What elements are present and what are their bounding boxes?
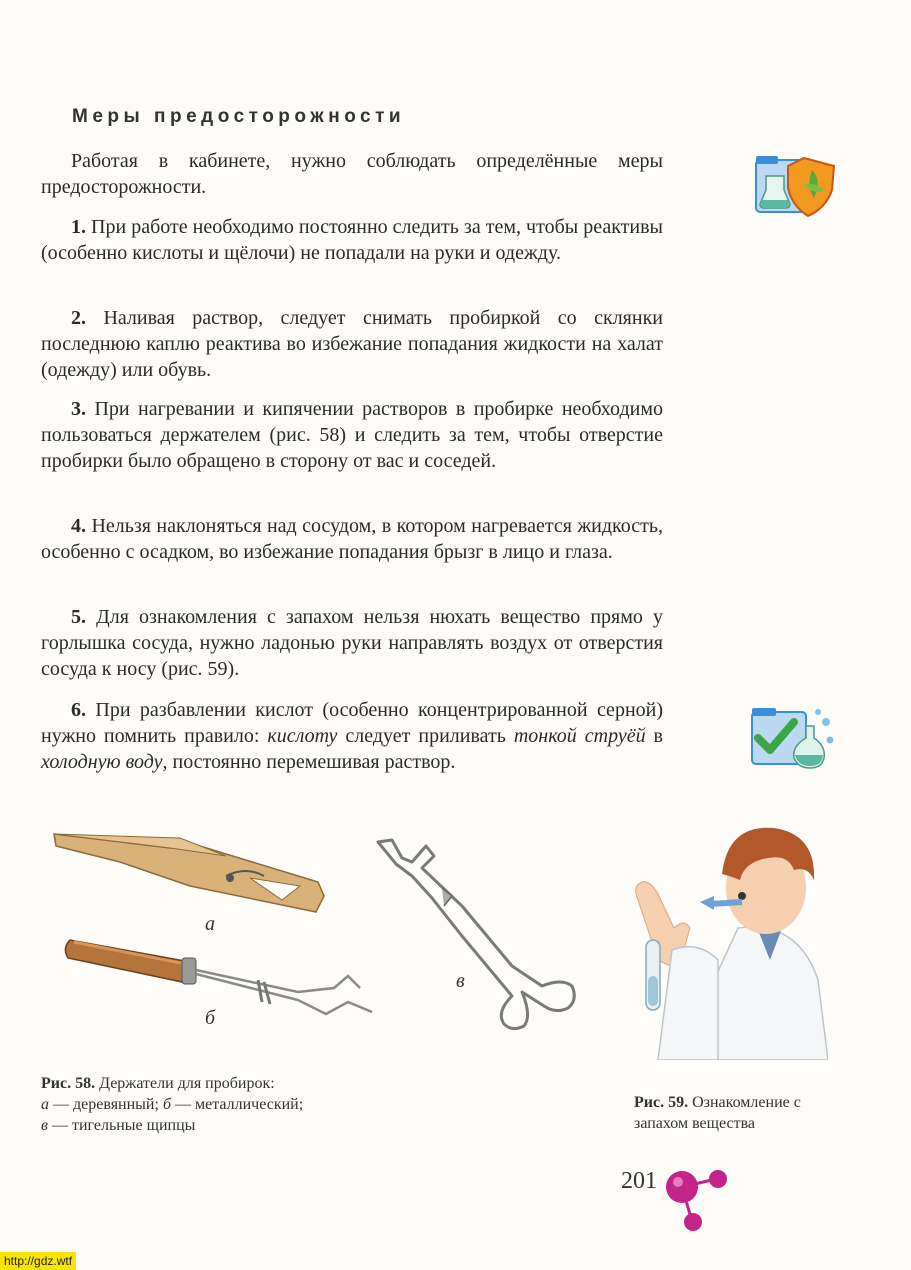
rule-text-part: следует приливать (337, 725, 514, 747)
rule-text: Для ознакомления с запахом нельзя нюхать вещество прямо у горлышка сосуда, нужно ладонью руки направлять воздух от отверстия сосуда к носу (рис. 59). (41, 606, 663, 680)
rule-emphasis: кислоту (267, 725, 338, 747)
rule-text: При нагревании и кипячении растворов в пробирке необходимо пользоваться держателем (рис. 58) и следить за тем, чтобы отверстие пробирки было обращено в сторону от вас и соседей. (41, 398, 664, 472)
molecule-icon (656, 1165, 736, 1237)
rule-4 (41, 513, 663, 565)
caption-label: Рис. 59. (634, 1094, 689, 1111)
rule-number: 4. (71, 515, 86, 537)
section-heading: Меры предосторожности (72, 106, 406, 127)
figure-label-b: б (205, 1007, 216, 1029)
rule-text: При работе необходимо постоянно следить за тем, чтобы реактивы (особенно кислоты и щёлочи) не попадали на руки и одежду. (41, 216, 663, 264)
metal-test-tube-holder (58, 918, 378, 1038)
rule-number: 5. (71, 606, 86, 628)
rule-text: Нельзя наклоняться над сосудом, в котором нагревается жидкость, особенно с осадком, во избежание попадания брызг в лицо и глаза. (41, 515, 663, 563)
caption-label: Рис. 58. (41, 1075, 96, 1092)
rule-text-part: , постоянно перемешивая раствор. (162, 751, 456, 773)
rule-emphasis: тонкой струёй (513, 725, 646, 747)
rule-3 (41, 396, 663, 474)
rule-text: Наливая раствор, следует снимать пробиркой со склянки последнюю каплю реактива во избежание попадания жидкости на халат (одежду) или обувь. (41, 307, 664, 381)
rule-text-part: При разбавлении кислот (особенно концентрированной серной) нужно помнить правило: (41, 699, 664, 747)
boy-smelling-substance (618, 810, 828, 1060)
figure-59-caption (634, 1092, 854, 1134)
rule-6 (41, 697, 663, 775)
caption-letter: в (41, 1117, 48, 1134)
figure-58-caption (41, 1073, 381, 1136)
caption-text: Ознакомление с запахом вещества (634, 1094, 801, 1132)
figure-label-v: в (456, 970, 465, 992)
caption-text: — тигельные щипцы (47, 1117, 196, 1134)
rule-number: 2. (71, 307, 86, 329)
caption-text: — деревянный; (49, 1096, 163, 1113)
rule-text-part: в (645, 725, 663, 747)
caption-text: — металлический; (170, 1096, 304, 1113)
figure-label-a: а (205, 913, 215, 935)
rule-number: 1. (71, 216, 86, 238)
rule-emphasis: холодную воду (41, 751, 163, 773)
crucible-tongs (372, 836, 587, 1036)
caption-letter: а (41, 1096, 49, 1113)
safety-shield-flask-icon (752, 150, 840, 222)
watermark-link[interactable]: http://gdz.wtf (0, 1252, 76, 1270)
rule-1 (41, 214, 663, 266)
intro-paragraph: Работая в кабинете, нужно соблюдать определённые меры предосторожности. (41, 150, 663, 198)
rule-2 (41, 305, 663, 383)
page-number: 201 (621, 1168, 657, 1194)
caption-text: Держатели для пробирок: (95, 1075, 275, 1092)
wooden-test-tube-holder (50, 826, 330, 926)
caption-letter: б (162, 1096, 171, 1113)
rule-5 (41, 604, 663, 682)
rule-number: 3. (71, 398, 86, 420)
checkmark-flask-icon (748, 700, 836, 774)
rule-number: 6. (71, 699, 86, 721)
